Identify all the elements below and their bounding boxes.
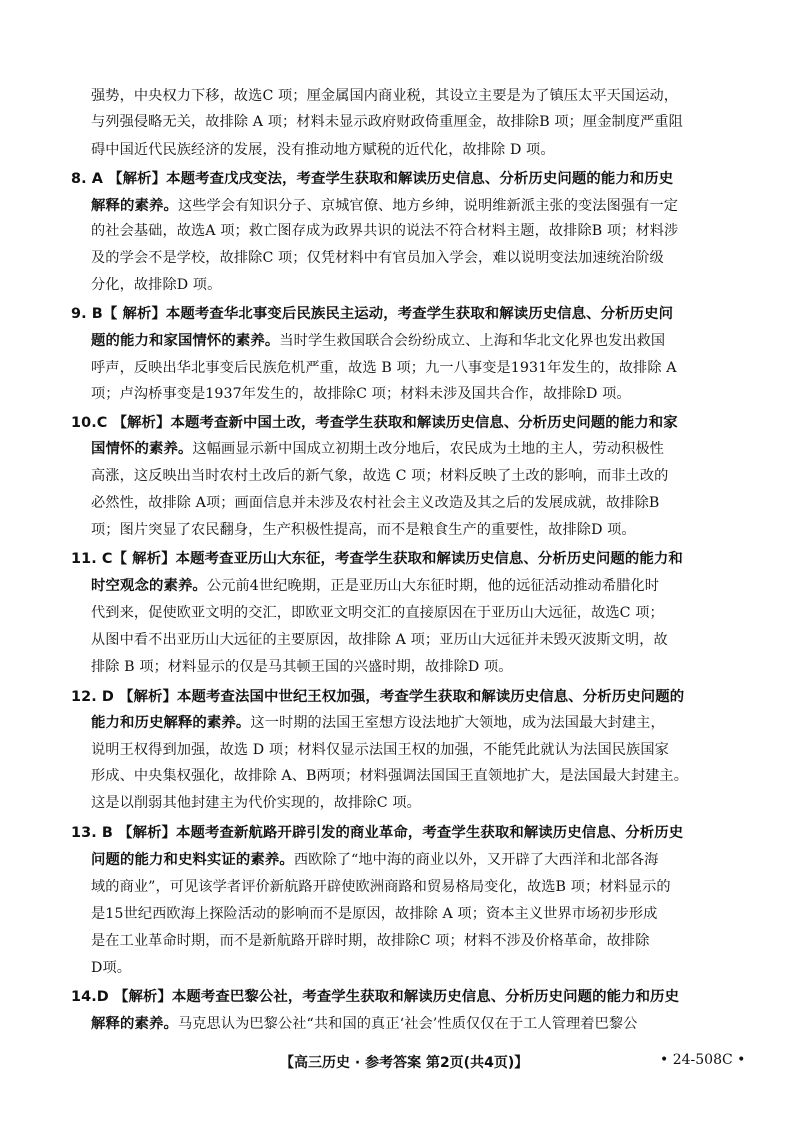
body-text: 当时学生救国联合会纷纷成立、上海和华北文化界也发出救国 <box>279 333 666 349</box>
explanation-line <box>91 655 513 679</box>
bold-text: 14.D 【解析】本题考查巴黎公社，考查学生获取和解读历史信息、分析历史问题的能力和历史 <box>71 989 680 1005</box>
bold-text: 国情怀的素养。 <box>91 441 193 457</box>
question-answer-line <box>71 302 673 326</box>
body-text: 是15世纪西欧海上探险活动的影响而不是原因，故排除 A 项；资本主义世界市场初步形成 <box>91 906 658 922</box>
question-answer-line <box>71 167 673 191</box>
explanation-line <box>91 628 668 652</box>
body-text: 公元前4世纪晚期，正是亚历山大东征时期，他的远征活动推动希腊化时 <box>206 578 659 594</box>
explanation-line <box>91 791 421 815</box>
explanation-line <box>91 382 631 406</box>
bold-text: 题的能力和家国情怀的素养。 <box>91 333 280 349</box>
question-answer-line <box>71 821 683 845</box>
bold-text: 能力和历史解释的素养。 <box>91 715 251 731</box>
explanation-line <box>91 329 665 353</box>
explanation-line <box>91 491 659 515</box>
explanation-line <box>91 437 664 461</box>
explanation-line <box>91 601 664 625</box>
body-text: 的社会基础，故选A 项；救亡图存成为政界共识的说法不符合材料主题，故排除B 项；材料涉 <box>91 223 679 239</box>
explanation-line <box>91 764 688 788</box>
footer-title: 【高三历史 · 参考答案 第2页(共4页)】 <box>280 1055 529 1071</box>
explanation-line <box>91 194 678 218</box>
body-text: 排除 B 项；材料显示的仅是马其顿王国的兴盛时期，故排除D 项。 <box>91 659 513 675</box>
body-text: 这幅画显示新中国成立初期土改分地后，农民成为土地的主人，劳动积极性 <box>192 441 664 457</box>
explanation-line <box>91 574 659 598</box>
explanation-line <box>91 518 636 542</box>
bold-text: 11. C【 解析】本题考查亚历山大东征，考查学生获取和解读历史信息、分析历史问题的能力和 <box>71 551 683 567</box>
body-text: 西欧除了“地中海的商业以外，又开辟了大西洋和北部各海 <box>293 852 659 868</box>
page-footer <box>0 1052 794 1076</box>
bold-text: 12. D 【解析】本题考查法国中世纪王权加强，考查学生获取和解读历史信息、分析历史问题的 <box>71 689 685 705</box>
body-text: 是在工业革命时期，而不是新航路开辟时期，故排除C 项；材料不涉及价格革命，故排除 <box>91 933 650 949</box>
bold-text: 解释的素养。 <box>91 198 178 214</box>
body-text: 呼声，反映出华北事变后民族危机严重，故选 B 项；九一八事变是1931年发生的，故排除 A <box>91 360 677 376</box>
body-text: 分化，故排除D 项。 <box>91 277 222 293</box>
body-text: 这些学会有知识分子、京城官僚、地方乡绅，说明维新派主张的变法图强有一定 <box>177 198 679 214</box>
explanation-line <box>91 929 650 953</box>
bold-text: 时空观念的素养。 <box>91 578 207 594</box>
body-text: 必然性，故排除 A项；画面信息并未涉及农村社会主义改造及其之后的发展成就，故排除B <box>91 495 660 511</box>
question-answer-line <box>71 985 679 1009</box>
bold-text: 10.C 【解析】本题考查新中国土改，考查学生获取和解读历史信息、分析历史问题的能力和家 <box>71 415 678 431</box>
body-text: 强势，中央权力下移，故选C 项；厘金属国内商业税，其设立主要是为了镇压太平天国运动， <box>91 88 679 104</box>
body-text: 形成、中央集权强化，故排除 A、B两项；材料强调法国国王直领地扩大，是法国最大封建主。 <box>91 768 688 784</box>
explanation-line <box>91 356 677 380</box>
body-text: 这是以削弱其他封建主为代价实现的，故排除C 项。 <box>91 795 421 811</box>
question-answer-line <box>71 411 678 435</box>
bold-text: 9. B【 解析】本题考查华北事变后民族民主运动，考查学生获取和解读历史信息、分析历史问 <box>71 306 674 322</box>
body-text: 说明王权得到加强，故选 D 项；材料仅显示法国王权的加强，不能凭此就认为法国民族国家 <box>91 742 669 758</box>
explanation-line <box>91 273 221 297</box>
body-text: 代到来，促使欧亚文明的交汇，即欧亚文明交汇的直接原因在于亚历山大远征，故选C 项； <box>91 605 664 621</box>
body-text: 与列强侵略无关，故排除 A 项；材料未显示政府财政倚重厘金，故排除B 项；厘金制度严重阻 <box>91 114 683 130</box>
bold-text: 【解析】本题考查戊戌变法，考查学生获取和解读历史信息、分析历史问题的能力和历史 <box>108 171 674 187</box>
body-text: 项；卢沟桥事变是1937年发生的，故排除C 项；材料未涉及国共合作，故排除D 项。 <box>91 386 631 402</box>
explanation-line <box>91 246 664 270</box>
explanation-line <box>91 464 668 488</box>
body-text: 高涨，这反映出当时农村土改后的新气象，故选 C 项；材料反映了土改的影响，而非土改的 <box>91 468 669 484</box>
explanation-line <box>91 110 683 134</box>
explanation-line <box>91 1012 637 1036</box>
explanation-line <box>91 711 665 735</box>
explanation-line <box>91 902 657 926</box>
explanation-line <box>91 738 669 762</box>
body-text: 这一时期的法国王室想方设法地扩大领地，成为法国最大封建主， <box>250 715 665 731</box>
body-text: D项。 <box>91 960 132 976</box>
explanation-line <box>91 956 131 980</box>
body-text: 项；图片突显了农民翻身，生产积极性提高，而不是粮食生产的重要性，故排除D 项。 <box>91 522 636 538</box>
body-text: 从图中看不出亚历山大远征的主要原因，故排除 A 项；亚历山大远征并未毁灭波斯文明，故 <box>91 632 668 648</box>
question-answer-line <box>71 685 684 709</box>
body-text: 及的学会不是学校，故排除C 项；仅凭材料中有官员加入学会，难以说明变法加速统治阶级 <box>91 250 664 266</box>
body-text: 碍中国近代民族经济的发展，没有推动地方赋税的近代化，故排除 D 项。 <box>91 142 555 158</box>
body-text: 马克思认为巴黎公社“共和国的真正‘社会’性质仅仅在于工人管理着巴黎公 <box>177 1016 638 1032</box>
explanation-line <box>91 84 678 108</box>
bold-text: 13. B 【解析】本题考查新航路开辟引发的商业革命，考查学生获取和解读历史信息、分析历史 <box>71 825 684 841</box>
bold-text: 8. A <box>71 171 109 187</box>
explanation-line <box>91 848 658 872</box>
question-answer-line <box>71 547 683 571</box>
explanation-line <box>91 875 671 899</box>
explanation-line <box>91 219 678 243</box>
bold-text: 问题的能力和史料实证的素养。 <box>91 852 294 868</box>
body-text: 域的商业”，可见该学者评价新航路开辟使欧洲商路和贸易格局变化，故选B 项；材料显示的 <box>91 879 671 895</box>
explanation-line <box>91 138 555 162</box>
footer-code: • 24-508C • <box>660 1052 746 1068</box>
bold-text: 解释的素养。 <box>91 1016 178 1032</box>
